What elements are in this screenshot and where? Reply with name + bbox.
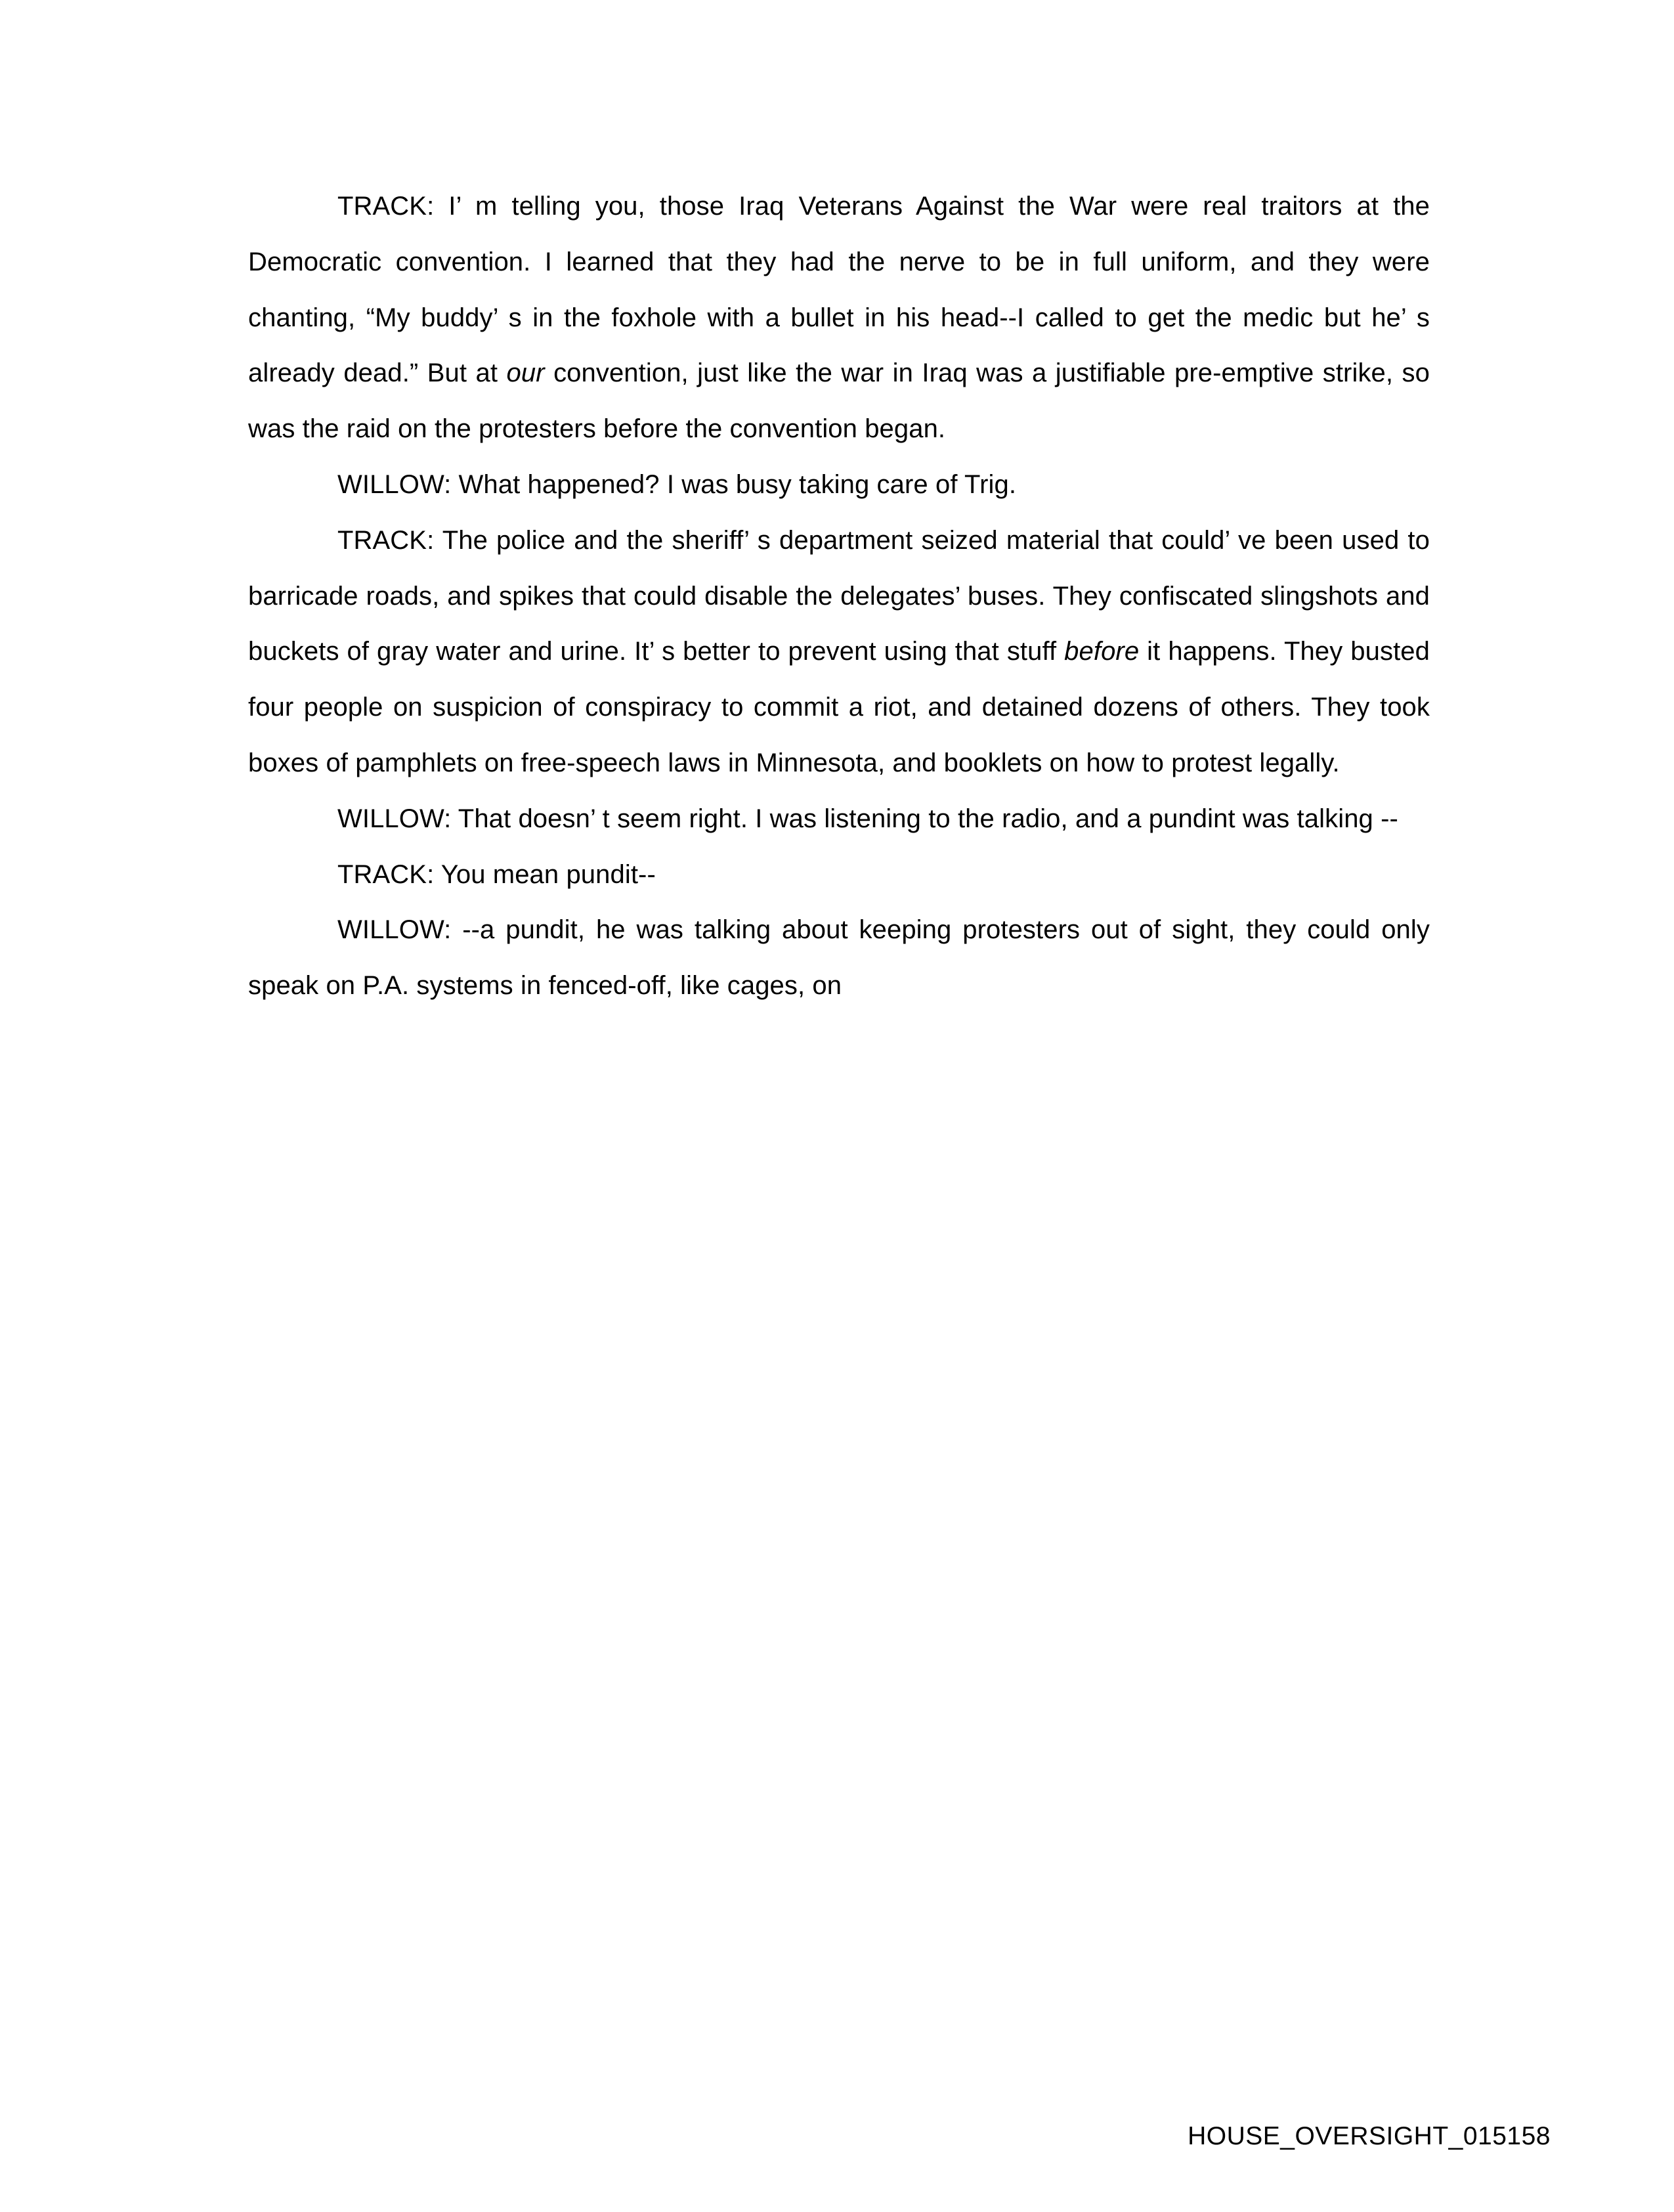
body-text: WILLOW: --a pundit, he was talking about keeping protesters out of sight, they could only speak on P.A. systems in fenced-off, like cages, on — [248, 915, 1430, 1001]
paragraph-track-2 — [248, 513, 1430, 791]
paragraph-willow-2 — [248, 791, 1430, 847]
body-text: TRACK: The police and the sheriff’ s department seized material that could’ ve been used to barricade roads, and spikes that could disable the delegates’ buses. They confiscated slingshots and buckets of gray water and urine. It’ s better to prevent using that stuff — [248, 525, 1430, 666]
emphasis-text: our — [506, 358, 545, 388]
body-text: TRACK: You mean pundit-- — [337, 859, 656, 889]
body-text: convention, just like the war in Iraq was a justifiable pre-emptive strike, so was the raid on the protesters before the convention began. — [248, 358, 1430, 444]
paragraph-track-3 — [248, 847, 1430, 903]
document-body — [248, 179, 1430, 1014]
body-text: WILLOW: What happened? I was busy taking care of Trig. — [337, 469, 1017, 499]
body-text: TRACK: I’ m telling you, those Iraq Veterans Against the War were real traitors at the Democratic convention. I learned that they had the nerve to be in full uniform, and they were chanting, “My buddy’ s in the foxhole with a bullet in his head--I called to get the medic but he’ s already dead.” But at — [248, 192, 1430, 388]
bates-stamp: HOUSE_OVERSIGHT_015158 — [1188, 2122, 1551, 2150]
paragraph-willow-1 — [248, 457, 1430, 513]
paragraph-track-1 — [248, 179, 1430, 457]
emphasis-text: before — [1064, 637, 1140, 666]
body-text: it happens. They busted four people on suspicion of conspiracy to commit a riot, and detained dozens of others. They took boxes of pamphlets on free-speech laws in Minnesota, and booklets on how to protest legally. — [248, 637, 1430, 777]
paragraph-willow-3 — [248, 902, 1430, 1014]
body-text: WILLOW: That doesn’ t seem right. I was listening to the radio, and a pundint was talking -- — [337, 804, 1398, 833]
